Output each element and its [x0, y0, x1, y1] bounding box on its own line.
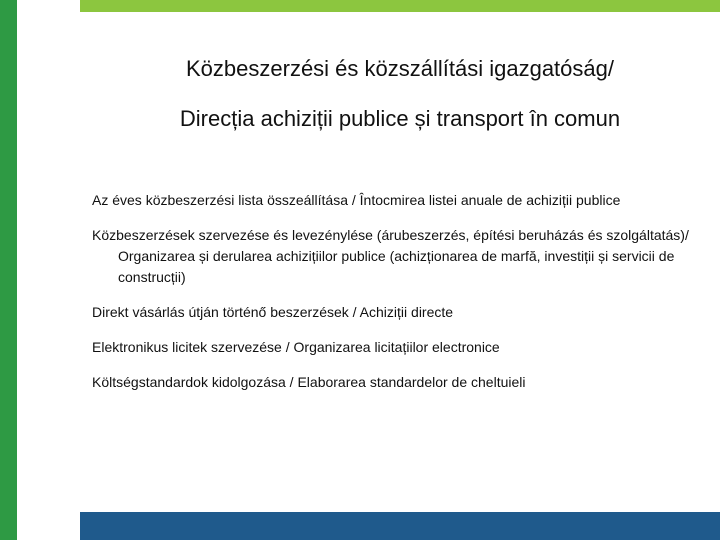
- bullet-item-procurement-organization: Közbeszerzések szervezése és levezénylése (árubeszerzés, építési beruházás és szolgáltatás)/ Organizarea și derularea achizițiilor publice (achizționarea de marfă, investiții și servicii de construcții): [92, 227, 689, 285]
- bullet-item-direct-purchases: Direkt vásárlás útján történő beszerzések / Achiziții directe: [92, 304, 454, 320]
- bullet-list: [92, 190, 692, 393]
- bottom-accent-bar: [80, 512, 720, 540]
- bullet-item-annual-list: Az éves közbeszerzési lista összeállítása / Întocmirea listei anuale de achiziții publice: [92, 192, 621, 208]
- bullet-item-cost-standards: Költségstandardok kidolgozása / Elaborarea standardelor de cheltuieli: [92, 374, 526, 390]
- slide-title-line-1: Közbeszerzési és közszállítási igazgatóság/: [186, 56, 614, 81]
- bullet-item-electronic-auctions: Elektronikus licitek szervezése / Organizarea licitațiilor electronice: [92, 339, 500, 355]
- left-accent-bar: [0, 0, 17, 540]
- slide-title-line-2: Direcția achiziții publice și transport în comun: [179, 106, 621, 131]
- top-accent-bar: [80, 0, 720, 12]
